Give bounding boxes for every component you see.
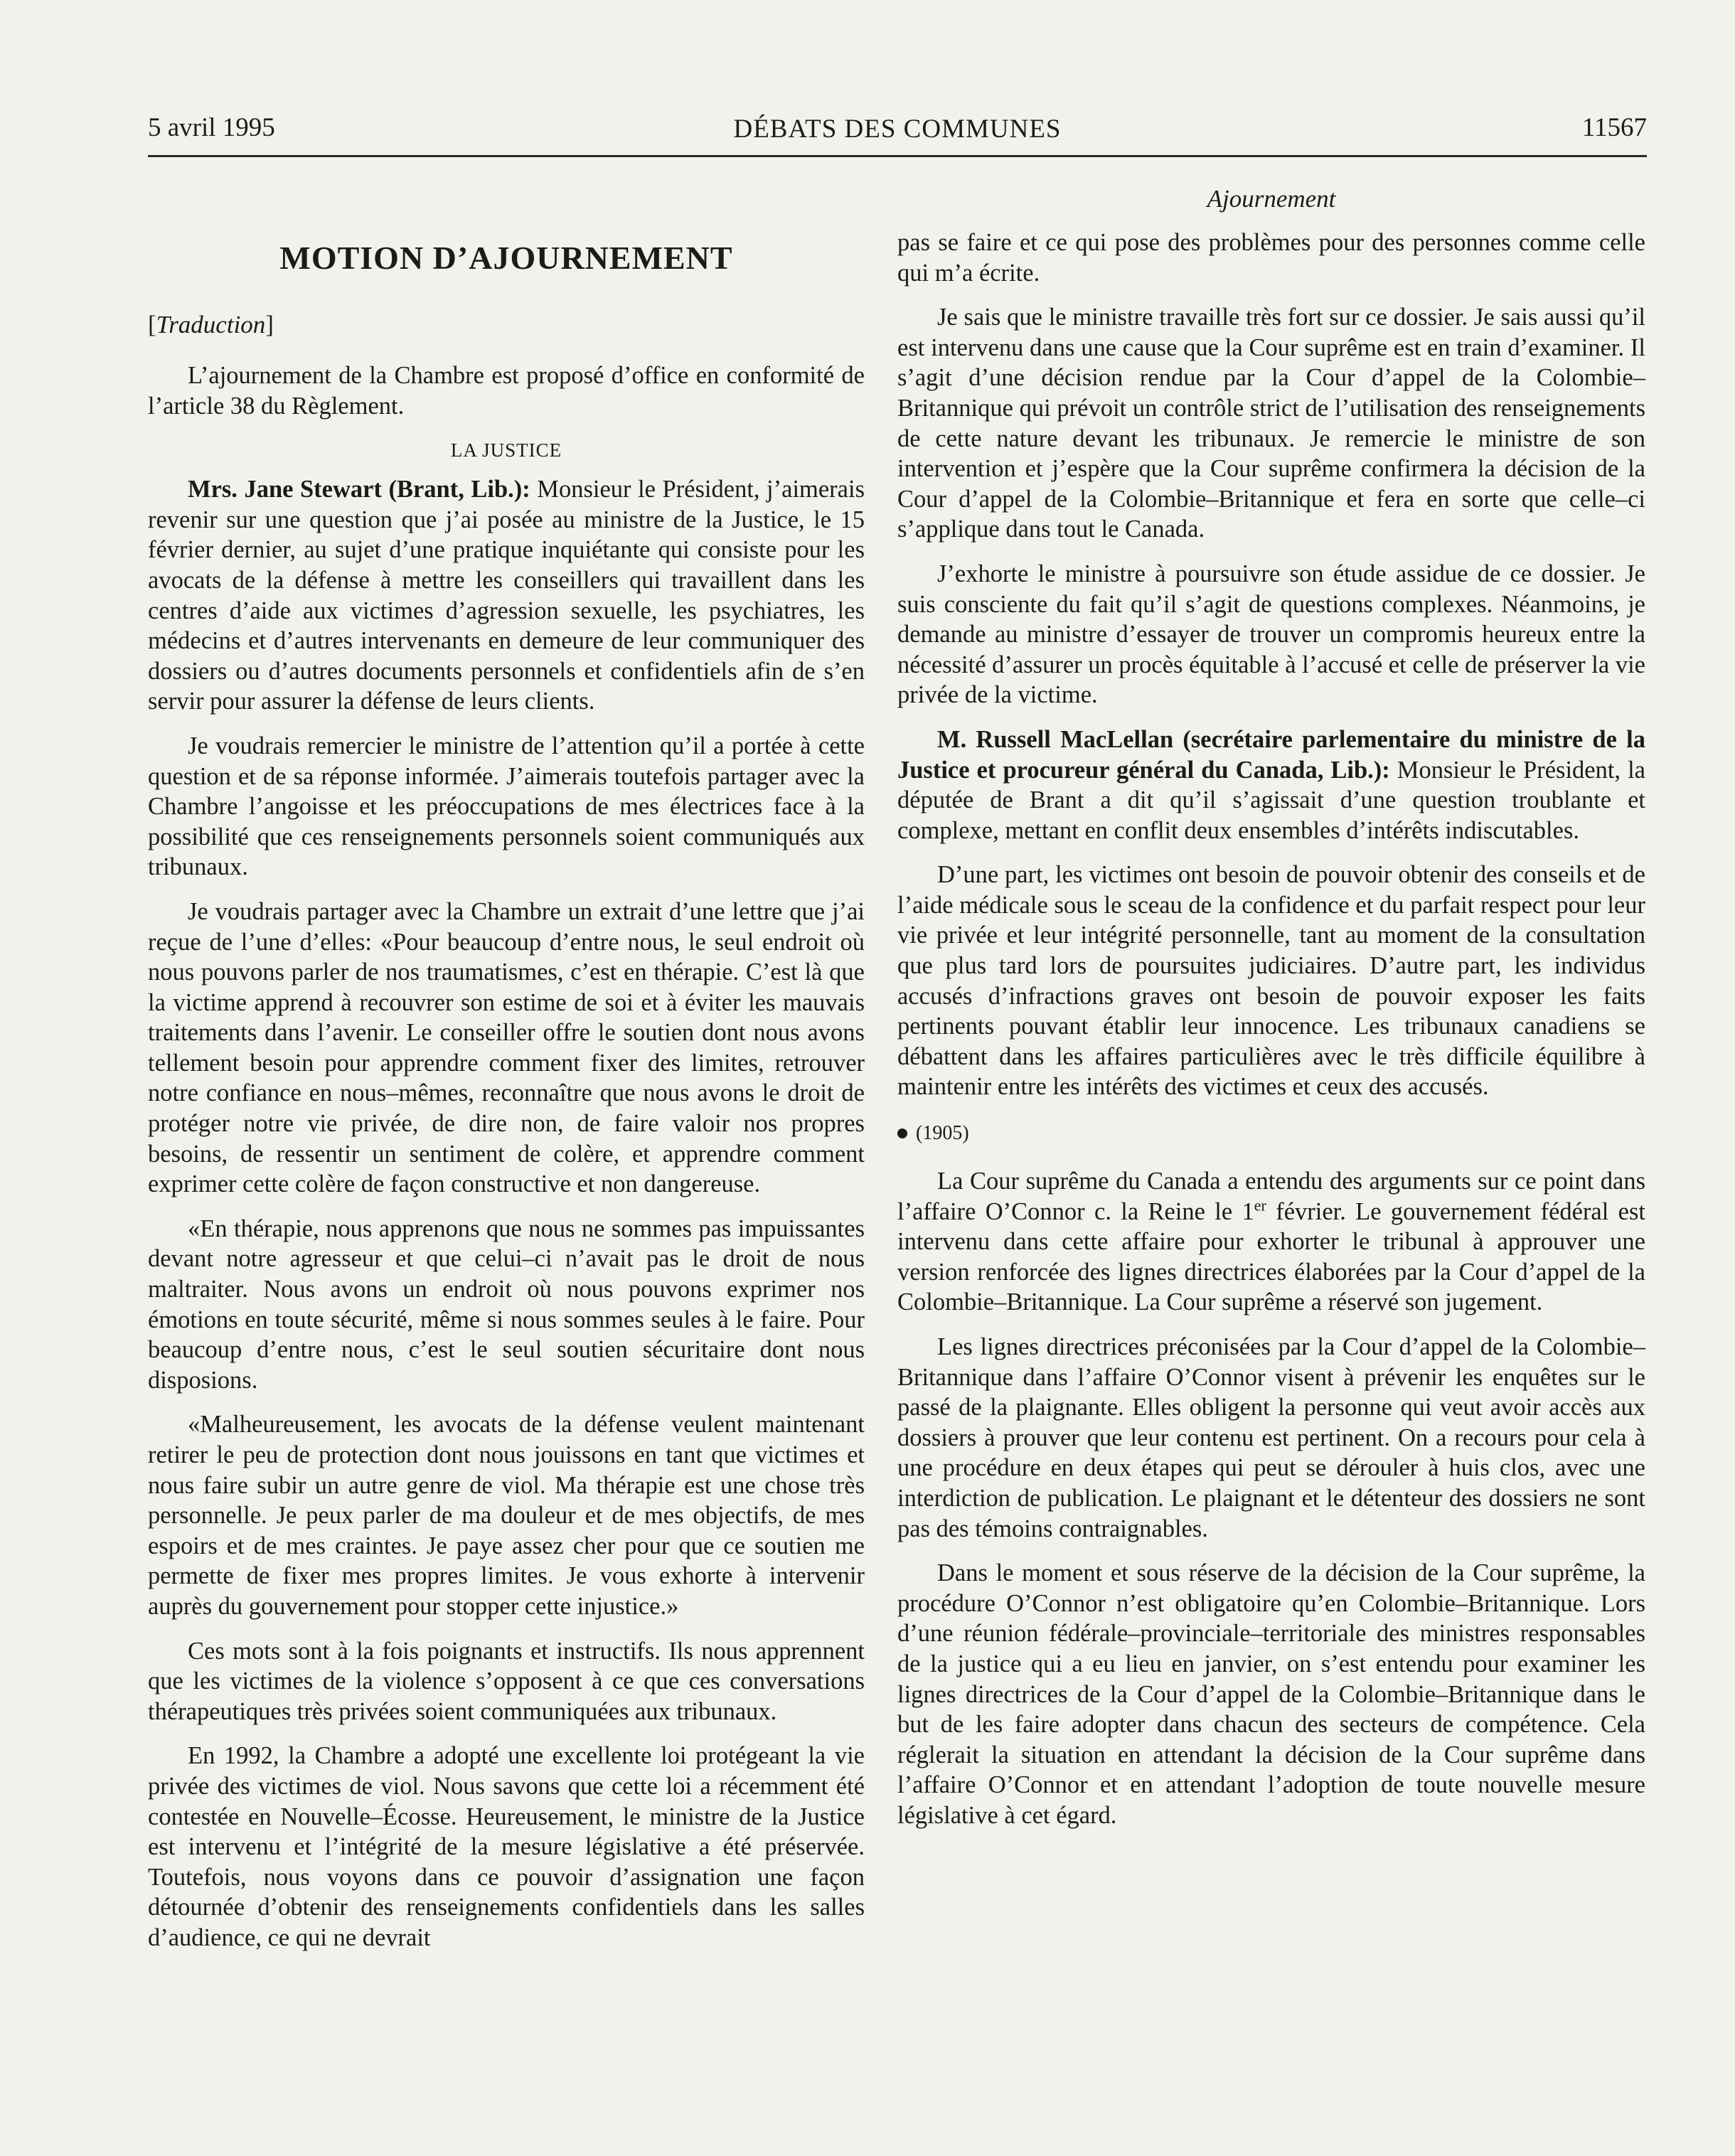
superscript: er (1254, 1196, 1266, 1215)
paragraph-text: La Cour suprême du Canada a entendu des arguments sur ce point dans l’affaire O’Connor c. la Reine le 1 (897, 1168, 1645, 1225)
header-title: DÉBATS DES COMMUNES (733, 114, 1062, 144)
translation-label: Traduction (156, 311, 266, 338)
paragraph: J’exhorte le ministre à poursuivre son étude assidue de ce dossier. Je suis consciente du fait qu’il s’agit de questions complexes. Néanmoins, je demande au ministre d’essayer de trouver un compromis heureux entre la nécessité d’assurer un procès équitable à l’accusé et celle de préserver la vie privée de la victime. (897, 560, 1645, 709)
paragraph-text: février. Le gouvernement fédéral est intervenu dans cette affaire pour exhorter le tribunal à approuver une version renforcée des lignes directrices élaborées par la Cour d’appel de la Colombie–Britannique. La Cour suprême a réservé son jugement. (897, 1197, 1645, 1316)
intro-paragraph: L’ajournement de la Chambre est proposé d’office en conformité de l’article 38 du Règlement. (148, 362, 865, 420)
paragraph: En 1992, la Chambre a adopté une excellente loi protégeant la vie privée des victimes de viol. Nous savons que cette loi a récemment été contestée en Nouvelle–Écosse. Heureusement, le ministre de la Justice est intervenu et l’intégrité de la mesure législative a été préservée. Toutefois, nous voyons dans ce pouvoir d’assignation une façon détournée d’obtenir des renseignements confidentiels dans les salles d’audience, ce qui ne devrait (148, 1742, 865, 1951)
translation-note: [Traduction] (148, 311, 274, 338)
paragraph: «Malheureusement, les avocats de la défense veulent maintenant retirer le peu de protection dont nous jouissons en tant que victimes et nous faire subir un autre genre de viol. Ma thérapie est une chose très personnelle. Je peux parler de ma douleur et de mes objectifs, de mes espoirs et de mes craintes. Je paye assez cher pour que ce soutien me permette de fixer mes propres limites. Je vous exhorte à intervenir auprès du gouvernement pour stopper cette injustice.» (148, 1411, 865, 1620)
paragraph (897, 725, 1645, 845)
section-heading: LA JUSTICE (450, 439, 562, 461)
paragraph: Je voudrais partager avec la Chambre un extrait d’une lettre que j’ai reçue de l’une d’elles: «Pour beaucoup d’entre nous, le seul endroit où nous pouvons parler de nos traumatismes, c’est en thérapie. C’est là que la victime apprend à recouvrer son estime de soi et à éviter les mauvais traitements dans l’avenir. Le conseiller offre le soutien dont nous avons tellement besoin pour apprendre comment fixer des limites, retrouver notre confiance en nous–mêmes, reconnaître que nous avons le droit de protéger notre vie privée, de dire non, de faire valoir nos propres besoins, de ressentir un sentiment de colère, et apprendre comment exprimer cette colère de façon constructive et non dangereuse. (148, 897, 865, 1198)
paragraph: Je sais que le ministre travaille très fort sur ce dossier. Je sais aussi qu’il est intervenu dans une cause que la Cour suprême est en train d’examiner. Il s’agit d’une décision rendue par la Cour d’appel de la Colombie–Britannique qui prévoit un contrôle strict de l’utilisation des renseignements de cette nature devant les tribunaux. Je remercie le ministre de son intervention et j’espère que la Cour suprême confirmera la décision de la Cour d’appel de la Colombie–Britannique et fera en sorte que celle–ci s’applique dans tout le Canada. (897, 304, 1645, 543)
paragraph: Les lignes directrices préconisées par la Cour d’appel de la Colombie–Britannique dans l’affaire O’Connor visent à prévenir les enquêtes sur le passé de la plaignante. Elles obligent la personne qui veut avoir accès aux dossiers à prouver que leur contenu est pertinent. On a recours pour cela à une procédure en deux étapes qui peut se dérouler à huis clos, avec une interdiction de publication. Le plaignant et le détenteur des dossiers ne sont pas des témoins contraignables. (897, 1333, 1645, 1542)
page-header (148, 112, 1647, 157)
page-title: MOTION D’AJOURNEMENT (279, 240, 733, 276)
time-marker (897, 1122, 1645, 1145)
paragraph: «En thérapie, nous apprenons que nous ne sommes pas impuissantes devant notre agresseur et que celui–ci n’avait pas le droit de nous maltraiter. Nous avons un endroit où nous pouvons exprimer nos émotions en toute sécurité, même si nous sommes seules à le faire. Pour beaucoup d’entre nous, c’est le seul soutien sécuritaire dont nous disposions. (148, 1215, 865, 1394)
paragraph: D’une part, les victimes ont besoin de pouvoir obtenir des conseils et de l’aide médicale sous le sceau de la confidence et du parfait respect pour leur vie privée et leur intégrité personnelle, tant au moment de la consultation que plus tard lors de poursuites judiciaires. D’autre part, les individus accusés d’infractions graves ont besoin de pouvoir exposer les faits pertinents pouvant établir leur innocence. Les tribunaux canadiens se débattent dans les affaires particulières avec le très difficile équilibre à maintenir entre les intérêts des victimes et ceux des accusés. (897, 861, 1645, 1101)
speaker-name: M. Russell MacLellan (secrétaire parlementaire du ministre de la Justice et procureur général du Canada, Lib.): (897, 725, 1645, 784)
paragraph: pas se faire et ce qui pose des problèmes pour des personnes comme celle qui m’a écrite. (897, 229, 1645, 287)
paragraph (897, 1166, 1645, 1318)
header-date: 5 avril 1995 (148, 113, 275, 142)
paragraph: Je voudrais remercier le ministre de l’attention qu’il a portée à cette question et de sa réponse informée. J’aimerais toutefois partager avec la Chambre l’angoisse et les préoccupations de mes électrices face à la possibilité que ces renseignements personnels soient communiqués aux tribunaux. (148, 732, 865, 881)
right-column (897, 185, 1645, 1831)
paragraph: Dans le moment et sous réserve de la décision de la Cour suprême, la procédure O’Connor n’est obligatoire qu’en Colombie–Britannique. Lors d’une réunion fédérale–provinciale–territoriale des ministres responsables de la justice qui a eu lieu en janvier, on s’est entendu pour examiner les lignes directrices de la Cour d’appel de la Colombie–Britannique dans le but de les faire adopter dans chacun des secteurs de compétence. Cela réglerait la situation en attendant la décision de la Cour suprême dans l’affaire O’Connor et en attendant l’adoption de toute nouvelle mesure législative à cet égard. (897, 1559, 1645, 1829)
speaker-name: Mrs. Jane Stewart (Brant, Lib.): (188, 476, 530, 503)
paragraph-text: Monsieur le Président, la députée de Brant a dit qu’il s’agissait d’une question troublante et complexe, mettant en conflit deux ensembles d’intérêts indiscutables. (897, 756, 1645, 844)
paragraph: Ces mots sont à la fois poignants et instructifs. Ils nous apprennent que les victimes de la violence s’opposent à ce que ces conversations thérapeutiques très privées soient communiquées aux tribunaux. (148, 1637, 865, 1725)
time-text: (1905) (916, 1122, 969, 1145)
paragraph-text: Monsieur le Président, j’aimerais revenir sur une question que j’ai posée au ministre de la Justice, le 15 février dernier, au sujet d’une pratique inquiétante qui consiste pour les avocats de la défense à mettre les conseillers qui travaillent dans les centres d’aide aux victimes d’agression sexuelle, les psychiatres, les médecins et d’autres intervenants en demeure de leur communiquer des dossiers ou d’autres documents personnels et confidentiels afin de s’en servir pour assurer la défense de leurs clients. (148, 476, 865, 715)
running-head: Ajournement (1207, 185, 1336, 213)
header-page-number: 11567 (1581, 113, 1647, 142)
paragraph (148, 474, 865, 717)
bullet-icon (897, 1128, 907, 1138)
left-column (148, 185, 865, 1953)
